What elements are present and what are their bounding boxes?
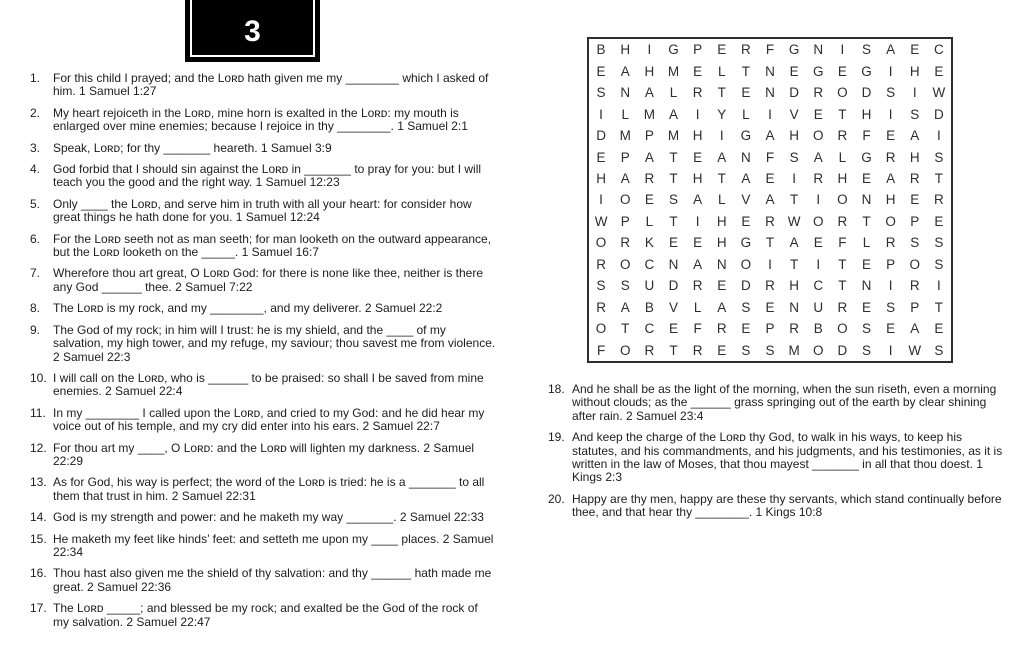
grid-cell: R xyxy=(813,171,824,187)
grid-cell: V xyxy=(668,299,678,315)
grid-cell: H xyxy=(716,213,727,229)
clue-text: Only ____ the Lᴏʀᴅ, and serve him in truth with all your heart: for consider how great things he hath done for you. 1 Samuel 12:24 xyxy=(53,196,472,225)
clue-item xyxy=(30,302,496,315)
grid-cell: A xyxy=(717,149,727,165)
grid-cell: A xyxy=(644,85,654,101)
word-search-grid xyxy=(587,37,953,363)
grid-cell: B xyxy=(644,299,654,315)
grid-cell: T xyxy=(669,171,678,187)
grid-cell: E xyxy=(693,235,703,251)
grid-cell: E xyxy=(765,171,775,187)
grid-cell: F xyxy=(862,128,871,144)
grid-cell: O xyxy=(909,256,921,272)
grid-cell: R xyxy=(740,42,751,58)
grid-cell: R xyxy=(837,128,848,144)
grid-cell: A xyxy=(765,192,775,208)
grid-cell: N xyxy=(789,299,799,315)
clue-number: 4. xyxy=(30,162,41,177)
grid-cell: P xyxy=(765,321,775,337)
grid-cell: P xyxy=(620,213,630,229)
grid-cell: I xyxy=(840,42,845,58)
grid-cell: I xyxy=(792,171,796,187)
grid-cell: I xyxy=(937,128,941,144)
clue-text: In my ________ I called upon the Lᴏʀᴅ, and cried to my God: and he did hear my voice out of his temple, and my cry did enter into his ears. 2 Samuel 22:7 xyxy=(53,405,485,434)
clue-text: I will call on the Lᴏʀᴅ, who is ______ to be praised: so shall I be saved from mine enemies. 2 Samuel 22:4 xyxy=(53,370,484,399)
grid-cell: L xyxy=(645,213,654,229)
grid-cell: N xyxy=(740,149,751,165)
grid-cell: S xyxy=(934,256,944,272)
grid-cell: I xyxy=(768,106,772,122)
grid-cell: S xyxy=(910,235,920,251)
grid-cell: A xyxy=(693,192,703,208)
clue-item xyxy=(30,233,496,260)
grid-cell: S xyxy=(668,192,678,208)
clue-text: The Lᴏʀᴅ _____; and blessed be my rock; and exalted be the God of the rock of my salvation. 2 Samuel 22:47 xyxy=(53,601,478,629)
grid-cell: F xyxy=(765,149,775,165)
grid-cell: A xyxy=(741,171,751,187)
grid-cell: S xyxy=(862,342,872,358)
grid-cell: E xyxy=(741,321,751,337)
grid-cell: L xyxy=(717,192,726,208)
grid-cell: I xyxy=(888,278,893,294)
grid-cell: S xyxy=(741,299,751,315)
clue-number: 16. xyxy=(30,566,47,581)
grid-cell: R xyxy=(909,278,920,294)
grid-cell: A xyxy=(910,321,920,337)
grid-cell: E xyxy=(886,321,896,337)
grid-cell: H xyxy=(692,128,703,144)
clue-number: 3. xyxy=(30,140,41,155)
grid-cell: R xyxy=(620,235,631,251)
clue-item xyxy=(30,324,496,364)
grid-cell: I xyxy=(695,213,700,229)
grid-cell: E xyxy=(668,321,678,337)
grid-cell: S xyxy=(620,278,630,294)
grid-cell: R xyxy=(692,342,703,358)
grid-cell: A xyxy=(717,299,727,315)
grid-cell: L xyxy=(669,85,678,101)
grid-cell: O xyxy=(837,321,848,337)
clue-text: For thou art my ____, O Lᴏʀᴅ: and the Lᴏʀᴅ will lighten my darkness. 2 Samuel 22:29 xyxy=(53,440,475,468)
clue-item xyxy=(30,407,496,434)
grid-cell: K xyxy=(644,235,654,251)
grid-cell: R xyxy=(716,321,727,337)
grid-cell: I xyxy=(719,128,724,144)
grid-cell: R xyxy=(692,85,703,101)
grid-cell: A xyxy=(789,235,799,251)
grid-cell: N xyxy=(765,63,775,79)
clue-item xyxy=(30,567,496,594)
grid-cell: N xyxy=(861,278,872,294)
clue-text: As for God, his way is perfect; the word of the Lᴏʀᴅ is tried: he is a _______ to all them that trust in him. 2 Samuel 22:31 xyxy=(53,475,485,503)
grid-cell: T xyxy=(838,106,847,122)
grid-cell: O xyxy=(813,213,824,229)
clue-text: God forbid that I should sin against the Lᴏʀᴅ in _______ to pray for you: but I will teach you the good and the right way. 1 Samuel 12:23 xyxy=(53,162,482,190)
grid-cell: E xyxy=(813,235,823,251)
clue-text: Happy are thy men, happy are these thy servants, which stand continually before thee, and that hear thy ________. 1 Kings 10:8 xyxy=(572,491,1002,520)
grid-cell: I xyxy=(599,106,603,122)
clue-text: God is my strength and power: and he maketh my way _______. 2 Samuel 22:33 xyxy=(53,510,484,525)
clue-number: 13. xyxy=(30,475,47,490)
grid-cell: P xyxy=(693,42,703,58)
clue-text: For the Lᴏʀᴅ seeth not as man seeth; for man looketh on the outward appearance, but the Lᴏʀᴅ looketh on the _____. 1 Samuel 16:7 xyxy=(53,231,492,260)
grid-cell: B xyxy=(596,42,606,58)
grid-cell: E xyxy=(693,149,703,165)
clue-item xyxy=(30,163,496,190)
grid-cell: T xyxy=(669,213,678,229)
grid-cell: H xyxy=(620,42,631,58)
grid-cell: D xyxy=(596,128,606,144)
clue-item xyxy=(30,372,496,399)
grid-cell: O xyxy=(619,256,631,272)
grid-cell: S xyxy=(934,235,944,251)
grid-cell: E xyxy=(837,63,847,79)
grid-cell: I xyxy=(912,85,917,101)
clue-number: 5. xyxy=(30,196,41,211)
grid-cell: N xyxy=(668,256,679,272)
clue-text: Thou hast also given me the shield of thy salvation: and thy ______ hath made me great. 2 Samuel 22:36 xyxy=(53,566,492,594)
grid-cell: E xyxy=(813,106,823,122)
clue-number: 8. xyxy=(30,301,41,316)
grid-cell: A xyxy=(886,171,896,187)
grid-cell: A xyxy=(620,63,630,79)
clue-item xyxy=(30,72,496,99)
grid-cell: T xyxy=(765,235,775,251)
grid-cell: S xyxy=(789,149,799,165)
grid-cell: G xyxy=(740,128,752,144)
grid-cell: W xyxy=(594,213,608,229)
grid-cell: L xyxy=(717,63,726,79)
grid-cell: E xyxy=(717,42,727,58)
grid-cell: F xyxy=(596,342,606,358)
grid-cell: R xyxy=(692,278,703,294)
grid-cell: E xyxy=(789,63,799,79)
grid-cell: E xyxy=(934,63,944,79)
clue-item xyxy=(30,533,496,560)
grid-cell: L xyxy=(621,106,629,122)
grid-cell: P xyxy=(910,299,920,315)
grid-cell: O xyxy=(595,235,607,251)
grid-cell: G xyxy=(861,149,872,165)
grid-cell: T xyxy=(621,321,630,337)
grid-cell: E xyxy=(693,63,703,79)
grid-cell: A xyxy=(644,149,654,165)
grid-cell: H xyxy=(837,171,848,187)
grid-cell: G xyxy=(813,63,824,79)
grid-cell: R xyxy=(765,213,775,229)
grid-cell: T xyxy=(838,256,847,272)
grid-cell: E xyxy=(596,149,606,165)
grid-cell: N xyxy=(861,192,872,208)
grid-cell: R xyxy=(644,342,655,358)
clue-number: 20. xyxy=(548,491,565,506)
grid-cell: R xyxy=(765,278,775,294)
grid-cell: M xyxy=(788,342,800,358)
grid-cell: A xyxy=(693,256,703,272)
grid-cell: S xyxy=(862,321,872,337)
grid-cell: S xyxy=(596,85,606,101)
grid-cell: G xyxy=(740,235,752,251)
grid-cell: N xyxy=(620,85,631,101)
clue-number: 11. xyxy=(30,405,46,420)
puzzle-number: 3 xyxy=(244,15,261,48)
clue-text: Wherefore thou art great, O Lᴏʀᴅ God: for there is none like thee, neither is there any God ______ thee. 2 Samuel 7:22 xyxy=(53,266,484,294)
grid-cell: O xyxy=(619,342,631,358)
grid-cell: O xyxy=(740,256,752,272)
clue-item xyxy=(548,493,1010,520)
clue-text: And he shall be as the light of the morning, when the sun riseth, even a morning without clouds; as the ______ grass springing out of the earth by clear shining after rain. 2 Samuel 23:4 xyxy=(572,382,997,423)
grid-cell: S xyxy=(910,106,920,122)
grid-cell: I xyxy=(647,42,652,58)
grid-cell: I xyxy=(816,192,821,208)
grid-cell: R xyxy=(934,192,944,208)
clue-number: 15. xyxy=(30,531,47,546)
grid-cell: T xyxy=(741,63,750,79)
grid-cell: E xyxy=(596,63,606,79)
grid-cell: S xyxy=(596,278,606,294)
grid-cell: S xyxy=(934,149,944,165)
grid-cell: E xyxy=(862,256,872,272)
grid-cell: R xyxy=(596,256,606,272)
grid-cell: R xyxy=(837,213,848,229)
puzzle-number-box xyxy=(185,0,320,62)
grid-cell: W xyxy=(908,342,922,358)
grid-cell: F xyxy=(838,235,847,251)
grid-cell: I xyxy=(695,106,700,122)
grid-cell: E xyxy=(934,321,944,337)
puzzle-number-frame xyxy=(190,0,315,57)
grid-cell: E xyxy=(765,299,775,315)
clue-number: 6. xyxy=(30,231,41,246)
grid-cell: H xyxy=(789,278,799,294)
clue-number: 17. xyxy=(30,601,47,616)
grid-cell: O xyxy=(813,342,824,358)
grid-cell: W xyxy=(932,85,946,101)
clue-text: My heart rejoiceth in the Lᴏʀᴅ, mine horn is exalted in the Lᴏʀᴅ: my mouth is enlarged over mine enemies; because I rejoice in thy ________. 1 Samuel 2:1 xyxy=(53,105,468,134)
grid-cell: U xyxy=(813,299,824,315)
grid-cell: A xyxy=(886,42,896,58)
grid-cell: I xyxy=(888,106,893,122)
grid-cell: D xyxy=(740,278,751,294)
clue-item xyxy=(30,142,496,155)
clue-text: Speak, Lᴏʀᴅ; for thy _______ heareth. 1 Samuel 3:9 xyxy=(53,140,332,155)
grid-cell: R xyxy=(813,85,824,101)
grid-cell: H xyxy=(861,106,872,122)
clue-item xyxy=(30,511,496,524)
grid-cell: T xyxy=(790,192,799,208)
clue-text: The Lᴏʀᴅ is my rock, and my ________, and my deliverer. 2 Samuel 22:2 xyxy=(53,301,443,316)
grid-cell: S xyxy=(886,299,896,315)
grid-cell: U xyxy=(644,278,655,294)
grid-cell: R xyxy=(596,299,606,315)
grid-cell: S xyxy=(765,342,775,358)
grid-cell: O xyxy=(813,128,824,144)
grid-cell: T xyxy=(838,278,847,294)
grid-cell: C xyxy=(644,321,655,337)
grid-cell: E xyxy=(862,171,872,187)
clue-item xyxy=(30,476,496,503)
grid-cell: G xyxy=(788,42,800,58)
clue-text: He maketh my feet like hinds’ feet: and setteth me upon my ____ places. 2 Samuel 22:34 xyxy=(53,531,494,559)
clue-item xyxy=(30,442,496,469)
clue-number: 9. xyxy=(30,322,41,337)
grid-cell: M xyxy=(643,106,655,122)
grid-cell: T xyxy=(717,171,726,187)
grid-cell: Y xyxy=(717,106,727,122)
grid-cell: D xyxy=(837,342,848,358)
grid-cell: H xyxy=(885,192,896,208)
clue-number: 19. xyxy=(548,430,565,445)
clue-text: The God of my rock; in him will I trust: he is my shield, and the ____ of my salvation, my high tower, and my refuge, my saviour; thou savest me from violence. 2 Samuel 22:3 xyxy=(53,322,496,364)
grid-cell: L xyxy=(693,299,702,315)
grid-cell: S xyxy=(934,342,944,358)
grid-cell: I xyxy=(937,278,941,294)
grid-cell: G xyxy=(861,63,872,79)
grid-cell: H xyxy=(789,128,799,144)
grid-cell: I xyxy=(768,256,772,272)
grid-cell: H xyxy=(596,171,606,187)
grid-cell: I xyxy=(599,192,603,208)
grid-cell: A xyxy=(765,128,775,144)
grid-cell: V xyxy=(741,192,751,208)
grid-cell: I xyxy=(888,342,893,358)
grid-cell: E xyxy=(741,213,751,229)
grid-cell: D xyxy=(861,85,872,101)
grid-cell: D xyxy=(789,85,799,101)
clue-number: 10. xyxy=(30,370,47,385)
grid-cell: T xyxy=(934,171,944,187)
grid-cell: H xyxy=(692,171,703,187)
clue-list-left xyxy=(30,72,496,637)
grid-cell: H xyxy=(909,63,920,79)
grid-cell: T xyxy=(669,342,678,358)
grid-cell: M xyxy=(667,63,680,79)
grid-cell: N xyxy=(813,42,824,58)
grid-cell: O xyxy=(837,85,848,101)
grid-cell: P xyxy=(644,128,654,144)
grid-cell: G xyxy=(668,42,679,58)
grid-cell: N xyxy=(765,85,775,101)
grid-cell: P xyxy=(910,213,920,229)
clue-text: For this child I prayed; and the Lᴏʀᴅ hath given me my ________ which I asked of him. 1 Samuel 1:27 xyxy=(53,71,489,99)
clue-number: 1. xyxy=(30,71,41,85)
grid-cell: R xyxy=(789,321,799,337)
grid-cell: M xyxy=(667,128,680,144)
clue-number: 2. xyxy=(30,105,41,120)
grid-cell: H xyxy=(716,235,727,251)
grid-cell: E xyxy=(717,278,727,294)
grid-cell: A xyxy=(910,128,920,144)
grid-cell: T xyxy=(934,299,944,315)
grid-cell: L xyxy=(862,235,871,251)
grid-cell: D xyxy=(934,106,944,122)
grid-cell: V xyxy=(789,106,799,122)
grid-cell: N xyxy=(716,256,727,272)
clue-number: 12. xyxy=(30,440,47,455)
grid-cell: R xyxy=(909,171,920,187)
grid-cell: M xyxy=(619,128,631,144)
clue-item xyxy=(548,431,1010,485)
grid-cell: A xyxy=(620,171,630,187)
grid-cell: O xyxy=(885,213,896,229)
grid-cell: E xyxy=(644,192,654,208)
grid-cell: H xyxy=(644,63,655,79)
clue-item xyxy=(548,383,1010,423)
grid-cell: C xyxy=(934,42,944,58)
clue-item xyxy=(30,602,496,629)
grid-cell: L xyxy=(742,106,750,122)
grid-cell: A xyxy=(620,299,630,315)
grid-cell: B xyxy=(813,321,823,337)
grid-cell: E xyxy=(934,213,944,229)
clue-item xyxy=(30,107,496,134)
grid-cell: R xyxy=(885,149,896,165)
grid-cell: E xyxy=(862,299,872,315)
grid-cell: C xyxy=(644,256,655,272)
grid-cell: F xyxy=(693,321,702,337)
clue-list-right xyxy=(548,383,1010,528)
grid-cell: C xyxy=(813,278,824,294)
grid-cell: T xyxy=(717,85,726,101)
grid-cell: F xyxy=(765,42,775,58)
grid-cell: S xyxy=(862,42,872,58)
grid-cell: W xyxy=(787,213,801,229)
grid-cell: I xyxy=(888,63,893,79)
grid-cell: R xyxy=(644,171,655,187)
grid-cell: O xyxy=(837,192,848,208)
grid-cell: A xyxy=(813,149,823,165)
clue-number: 7. xyxy=(30,266,41,281)
grid-cell: E xyxy=(910,42,920,58)
grid-cell: S xyxy=(741,342,751,358)
grid-cell: E xyxy=(741,85,751,101)
grid-cell: P xyxy=(886,256,896,272)
grid-cell: I xyxy=(816,256,821,272)
clue-item xyxy=(30,267,496,294)
grid-cell: P xyxy=(620,149,630,165)
clue-text: And keep the charge of the Lᴏʀᴅ thy God, to walk in his ways, to keep his statutes, and his commandments, and his judgments, and his testimonies, as it is written in the law of Moses, that thou mayest _______ in all that thou doest. 1 Kings 2:3 xyxy=(572,430,1003,485)
grid-cell: T xyxy=(790,256,799,272)
grid-cell: E xyxy=(717,342,727,358)
grid-cell: R xyxy=(885,235,896,251)
grid-cell: L xyxy=(838,149,847,165)
grid-cell: T xyxy=(669,149,678,165)
grid-cell: O xyxy=(595,321,607,337)
grid-cell: T xyxy=(862,213,871,229)
clue-item xyxy=(30,198,496,225)
grid-cell: E xyxy=(886,128,896,144)
clue-number: 14. xyxy=(30,510,47,525)
grid-cell: A xyxy=(668,106,678,122)
grid-cell: R xyxy=(837,299,848,315)
grid-cell: S xyxy=(886,85,896,101)
grid-cell: O xyxy=(619,192,631,208)
grid-cell: D xyxy=(668,278,679,294)
grid-cell: H xyxy=(909,149,920,165)
clue-number: 18. xyxy=(548,382,565,396)
grid-cell: E xyxy=(668,235,678,251)
grid-cell: E xyxy=(910,192,920,208)
